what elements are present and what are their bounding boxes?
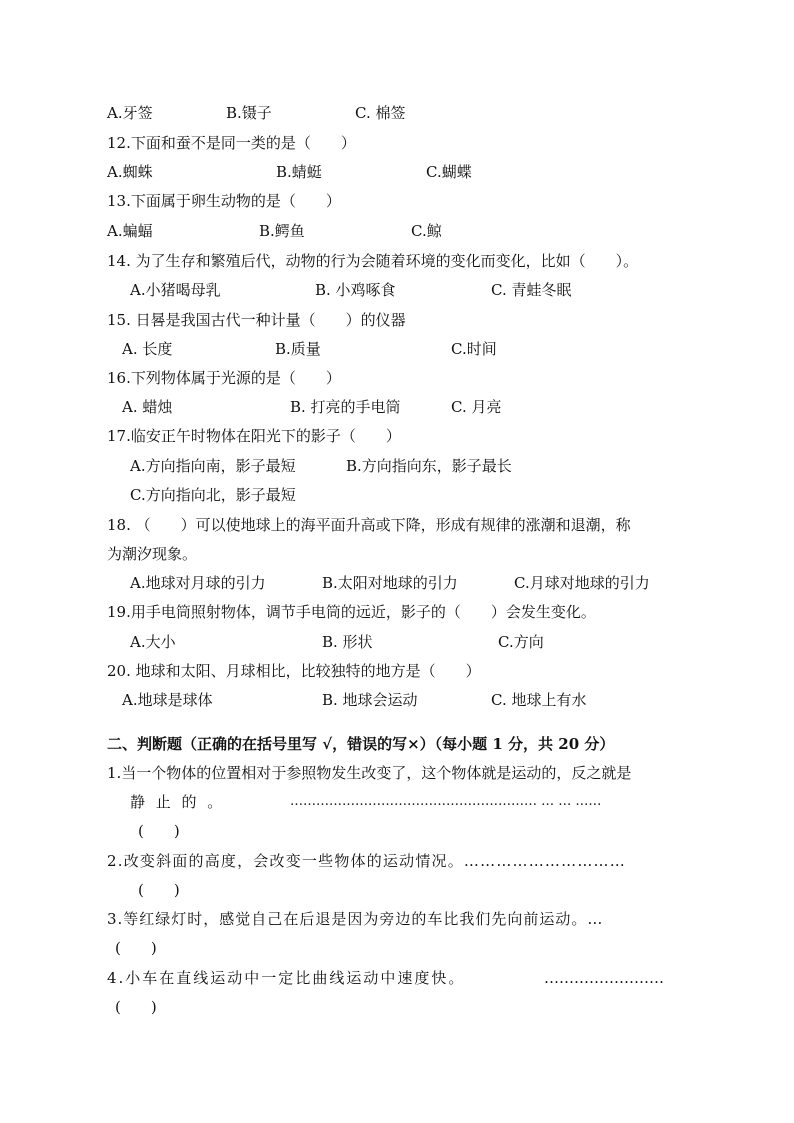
q16-option-c: C. 月亮: [451, 398, 502, 416]
q20-stem: 20. 地球和太阳、月球相比，比较独特的地方是（ ）: [107, 662, 481, 680]
judge-4-dots: ……………………: [544, 969, 664, 987]
q16-option-a: A. 蜡烛: [122, 398, 173, 416]
judge-4-answer-paren: ( ): [115, 998, 157, 1016]
q20-option-a: A.地球是球体: [122, 691, 213, 709]
q12-option-b: B.蜻蜓: [276, 163, 322, 181]
q16-stem: 16.下列物体属于光源的是（ ）: [107, 369, 341, 387]
q17-option-b: B.方向指向东，影子最长: [346, 457, 512, 475]
q17-stem: 17.临安正午时物体在阳光下的影子（ ）: [107, 427, 401, 445]
q13-option-b: B.鳄鱼: [259, 222, 305, 240]
judge-4-text: 4.小车在直线运动中一定比曲线运动中速度快。: [107, 969, 466, 987]
judge-2-text: 2.改变斜面的高度，会改变一些物体的运动情况。…………………………: [107, 852, 626, 870]
q17-option-a: A.方向指向南，影子最短: [130, 457, 296, 475]
judge-1-dots: ………………………………………………… … … ……: [290, 794, 602, 809]
q14-option-c: C. 青蛙冬眠: [491, 281, 572, 299]
q13-option-a: A.蝙蝠: [107, 222, 153, 240]
q12-option-c: C.蝴蝶: [426, 163, 472, 181]
q15-option-a: A. 长度: [122, 340, 173, 358]
q12-stem: 12.下面和蚕不是同一类的是（ ）: [107, 134, 356, 152]
q18-option-a: A.地球对月球的引力: [130, 574, 266, 592]
judge-3-text: 3.等红绿灯时，感觉自己在后退是因为旁边的车比我们先向前运动。…: [107, 910, 604, 928]
q15-stem: 15. 日晷是我国古代一种计量（ ）的仪器: [107, 311, 406, 329]
judge-2-answer-paren: ( ): [138, 881, 180, 899]
q14-stem: 14. 为了生存和繁殖后代，动物的行为会随着环境的变化而变化，比如（ ）。: [107, 252, 639, 270]
q19-stem: 19.用手电筒照射物体，调节手电筒的远近，影子的（ ）会发生变化。: [107, 603, 596, 621]
q13-stem: 13.下面属于卵生动物的是（ ）: [107, 192, 341, 210]
q13-option-c: C.鲸: [411, 222, 442, 240]
judge-1-line1: 1.当一个物体的位置相对于参照物发生改变了，这个物体就是运动的，反之就是: [107, 764, 632, 782]
q18-option-c: C.月球对地球的引力: [514, 574, 650, 592]
q16-option-b: B. 打亮的手电筒: [290, 398, 401, 416]
q14-option-b: B. 小鸡啄食: [315, 281, 396, 299]
q18-option-b: B.太阳对地球的引力: [322, 574, 458, 592]
q19-option-a: A.大小: [130, 633, 176, 651]
q17-option-c: C.方向指向北，影子最短: [130, 486, 296, 504]
q18-stem-line2: 为潮汐现象。: [107, 545, 198, 563]
section-2-heading: 二、判断题（正确的在括号里写 √，错误的写×）（每小题 1 分，共 20 分）: [107, 735, 615, 753]
q15-option-c: C.时间: [451, 340, 497, 358]
q11-option-b: B.镊子: [226, 104, 272, 122]
q14-option-a: A.小猪喝母乳: [130, 281, 221, 299]
judge-3-answer-paren: ( ): [115, 939, 157, 957]
q18-stem-line1: 18. （ ）可以使地球上的海平面升高或下降，形成有规律的涨潮和退潮，称: [107, 516, 631, 534]
q15-option-b: B.质量: [275, 340, 321, 358]
q19-option-b: B. 形状: [322, 633, 373, 651]
judge-1-answer-paren: ( ): [138, 822, 180, 840]
q11-option-a: A.牙签: [107, 104, 153, 122]
q19-option-c: C.方向: [498, 633, 544, 651]
q20-option-c: C. 地球上有水: [491, 691, 587, 709]
q11-option-c: C. 棉签: [355, 104, 406, 122]
q20-option-b: B. 地球会运动: [322, 691, 418, 709]
q12-option-a: A.蜘蛛: [107, 163, 153, 181]
judge-1-line2-text: 静 止 的 。: [130, 793, 226, 811]
